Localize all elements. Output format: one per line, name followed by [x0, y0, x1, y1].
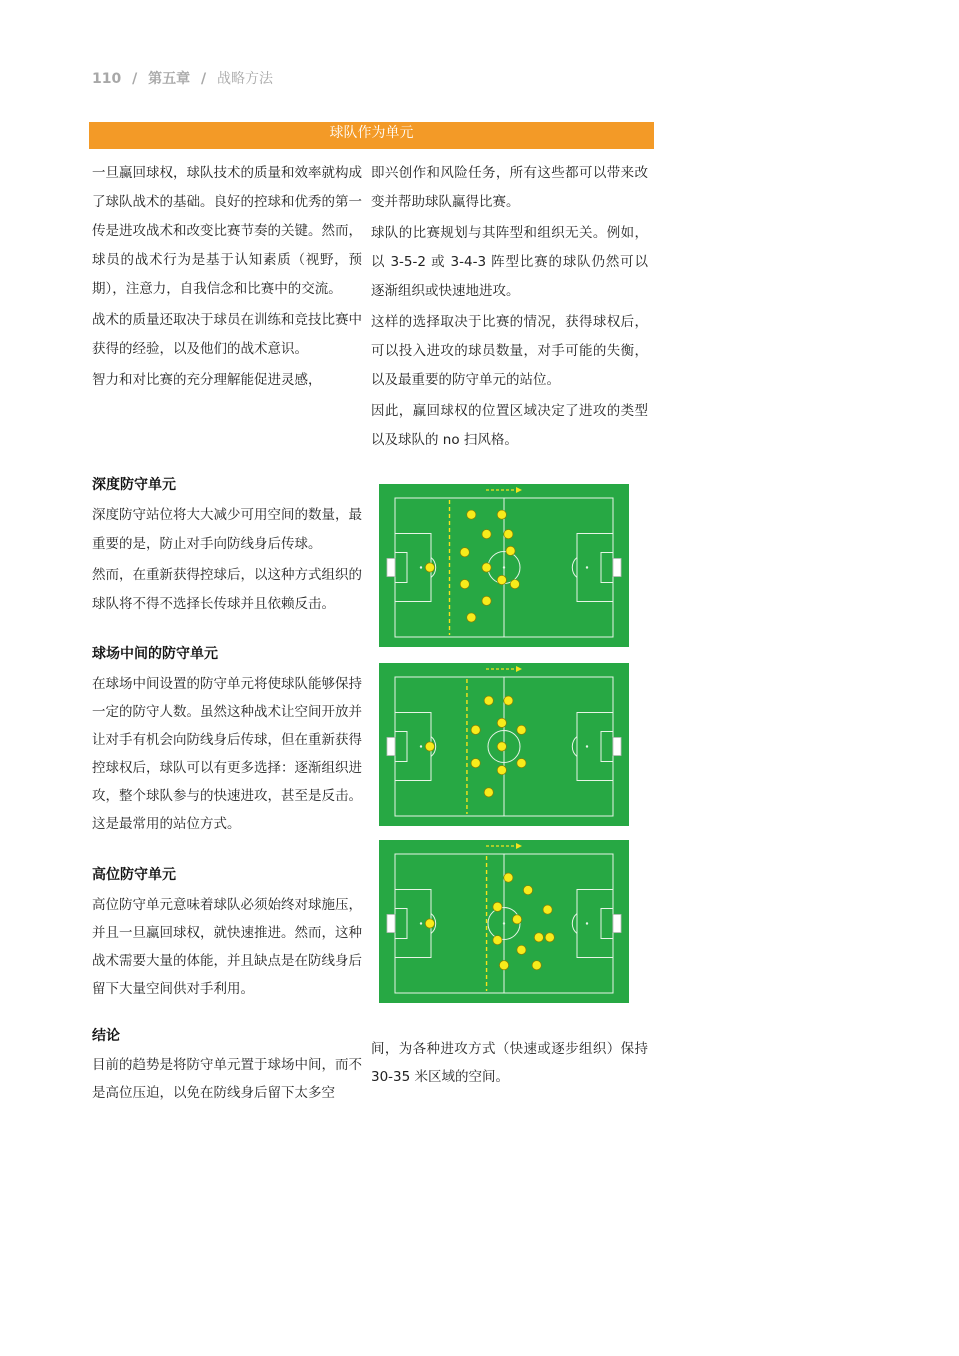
high-block-heading: 高位防守单元 — [92, 867, 176, 883]
left-goal — [387, 915, 395, 933]
right-goal — [613, 915, 621, 933]
middle-block-diagram — [379, 663, 629, 826]
player-marker — [482, 530, 491, 539]
left-goal — [387, 738, 395, 756]
deep-block-heading: 深度防守单元 — [92, 477, 176, 493]
player-marker — [504, 696, 513, 705]
player-marker — [504, 530, 513, 539]
high-block-diagram — [379, 840, 629, 1003]
high-block-text — [92, 891, 362, 1003]
running-header — [92, 68, 273, 88]
player-marker — [460, 580, 469, 589]
conclusion-right-text: 间，为各种进攻方式（快速或逐步组织）保持 30-35 米区域的空间。 — [371, 1041, 648, 1085]
intro-left-paragraph-3: 智力和对比赛的充分理解能促进灵感， — [92, 372, 322, 388]
player-marker — [484, 696, 493, 705]
player-marker — [497, 510, 506, 519]
intro-right-paragraph-2: 球队的比赛规划与其阵型和组织无关。例如，以 3-5-2 或 3-4-3 阵型比赛的球队仍然可以逐渐组织或快速地进攻。 — [371, 225, 648, 299]
player-marker — [467, 613, 476, 622]
left-penalty-spot — [420, 922, 422, 924]
player-marker — [482, 596, 491, 605]
player-marker — [517, 945, 526, 954]
right-goal — [613, 559, 621, 577]
high-block-paragraph-1: 高位防守单元意味着球队必须始终对球施压，并且一旦赢回球权，就快速推进。然而，这种战术需要大量的体能，并且缺点是在防线身后留下大量空间供对手利用。 — [92, 897, 362, 997]
player-marker — [484, 788, 493, 797]
left-penalty-spot — [420, 745, 422, 747]
player-marker — [497, 718, 506, 727]
intro-right-column — [371, 159, 648, 455]
right-goal — [613, 738, 621, 756]
middle-block-heading: 球场中间的防守单元 — [92, 646, 218, 662]
conclusion-left-text: 目前的趋势是将防守单元置于球场中间，而不是高位压迫，以免在防线身后留下太多空 — [92, 1057, 362, 1101]
deep-block-paragraph-1: 深度防守站位将大大减少可用空间的数量，最重要的是，防止对手向防线身后传球。 — [92, 507, 362, 552]
deep-block-text — [92, 501, 362, 619]
player-marker — [425, 742, 434, 751]
right-penalty-spot — [586, 745, 588, 747]
center-spot — [503, 922, 505, 924]
intro-left-paragraph-1: 一旦赢回球权，球队技术的质量和效率就构成了球队战术的基础。良好的控球和优秀的第一传是进攻战术和改变比赛节奏的关键。然而，球员的战术行为是基于认知素质（视野，预期），注意力，自我信念和比赛中的交流。 — [92, 165, 362, 297]
page-number: 110 — [92, 71, 122, 87]
intro-right-paragraph-1: 即兴创作和风险任务，所有这些都可以带来改变并帮助球队赢得比赛。 — [371, 165, 648, 210]
player-marker — [545, 933, 554, 942]
player-marker — [512, 915, 521, 924]
player-marker — [471, 759, 480, 768]
player-marker — [506, 546, 515, 555]
player-marker — [425, 919, 434, 928]
player-marker — [523, 886, 532, 895]
middle-block-text — [92, 670, 362, 838]
player-marker — [460, 548, 469, 557]
intro-left-paragraph-2: 战术的质量还取决于球员在训练和竞技比赛中获得的经验，以及他们的战术意识。 — [92, 312, 362, 357]
header-separator: / — [132, 71, 138, 87]
section-label: 战略方法 — [216, 71, 273, 87]
player-marker — [482, 563, 491, 572]
player-marker — [493, 902, 502, 911]
player-marker — [510, 580, 519, 589]
player-marker — [532, 961, 541, 970]
left-penalty-spot — [420, 566, 422, 568]
player-marker — [497, 575, 506, 584]
player-marker — [504, 873, 513, 882]
right-penalty-spot — [586, 922, 588, 924]
intro-left-column — [92, 159, 362, 395]
player-marker — [425, 563, 434, 572]
player-marker — [517, 725, 526, 734]
deep-block-paragraph-2: 然而，在重新获得控球后，以这种方式组织的球队将不得不选择长传球并且依赖反击。 — [92, 567, 362, 612]
deep-block-diagram — [379, 484, 629, 647]
player-marker — [499, 961, 508, 970]
intro-right-paragraph-4: 因此，赢回球权的位置区域决定了进攻的类型以及球队的 no 扫风格。 — [371, 403, 648, 448]
player-marker — [497, 766, 506, 775]
player-marker — [467, 510, 476, 519]
player-marker — [471, 725, 480, 734]
player-marker — [543, 905, 552, 914]
conclusion-heading: 结论 — [92, 1028, 120, 1044]
header-separator-2: / — [200, 71, 207, 87]
middle-block-paragraph-1: 在球场中间设置的防守单元将使球队能够保持一定的防守人数。虽然这种战术让空间开放并让对手有机会向防线身后传球，但在重新获得控球权后，球队可以有更多选择：逐渐组织进攻，整个球队参与的快速进攻，甚至是反击。这是最常用的站位方式。 — [92, 676, 362, 832]
player-marker — [493, 936, 502, 945]
player-marker — [534, 933, 543, 942]
chapter-label: 第五章 — [148, 71, 191, 87]
center-spot — [503, 566, 505, 568]
player-marker — [517, 759, 526, 768]
player-marker — [497, 742, 506, 751]
section-banner: 球队作为单元 — [89, 122, 654, 149]
intro-right-paragraph-3: 这样的选择取决于比赛的情况，获得球权后，可以投入进攻的球员数量，对手可能的失衡，以及最重要的防守单元的站位。 — [371, 314, 648, 388]
right-penalty-spot — [586, 566, 588, 568]
left-goal — [387, 559, 395, 577]
